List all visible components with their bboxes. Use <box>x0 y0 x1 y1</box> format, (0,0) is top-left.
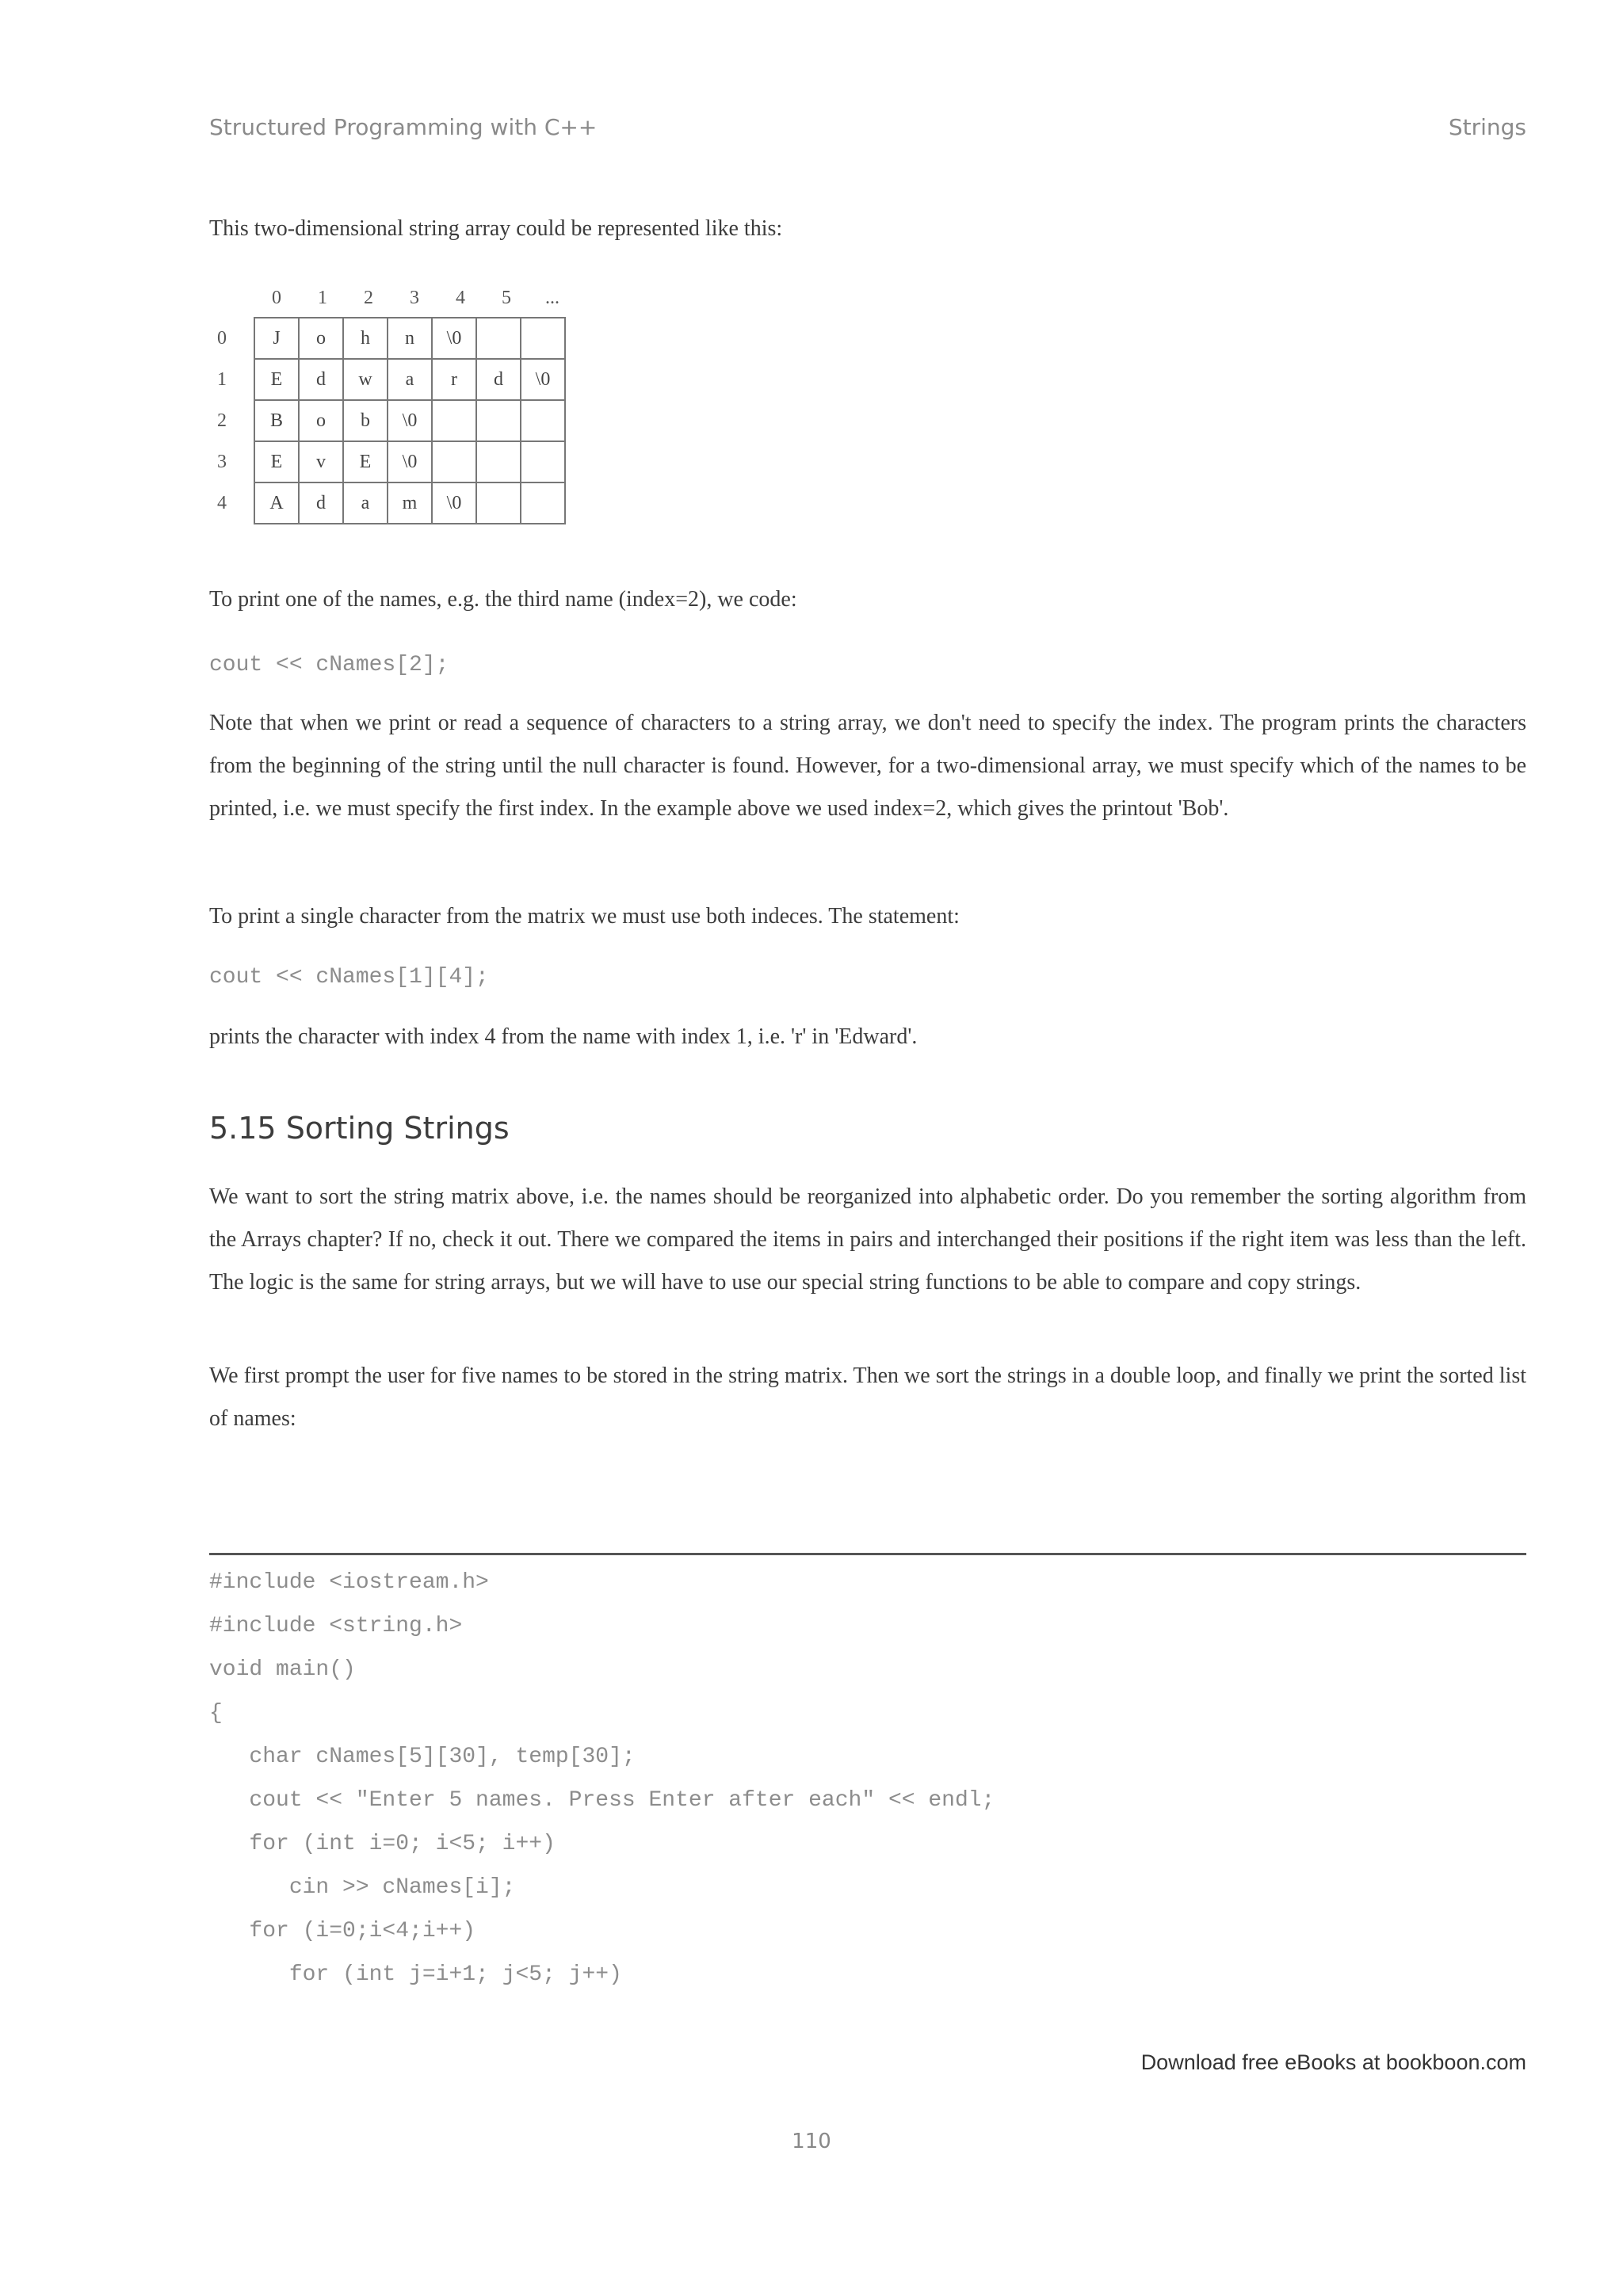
col-index: 2 <box>364 287 373 308</box>
code-line: { <box>209 1701 223 1726</box>
col-index: 3 <box>410 287 419 308</box>
grid-cell: E <box>255 360 300 401</box>
grid-cell: o <box>300 401 344 442</box>
intro-paragraph: This two-dimensional string array could be represented like this: <box>209 216 783 241</box>
grid-cell <box>433 442 477 483</box>
code-snippet-2 <box>209 955 1526 999</box>
code-line: void main() <box>209 1657 356 1682</box>
sorting-intro-paragraph: We want to sort the string matrix above, i.e. the names should be reorganized into alphabetic order. Do you remember the sorting algorithm from the Arrays chapter? If no, check it out. There we compared the items in pairs and interchanged their positions if the right item was less than the left. The logic is the same for string arrays, but we will have to use our special string functions to be able to compare and copy strings. <box>209 1184 1526 1295</box>
code-line: #include <string.h> <box>209 1614 463 1638</box>
print-name-paragraph-block <box>209 578 1526 621</box>
grid-cell: v <box>300 442 344 483</box>
prints-char-paragraph-block <box>209 1016 1526 1058</box>
section-heading-block <box>209 1111 1526 1146</box>
grid-cell: J <box>255 318 300 360</box>
print-name-paragraph: To print one of the names, e.g. the third name (index=2), we code: <box>209 587 797 612</box>
grid-cell <box>521 483 566 524</box>
bookboon-link[interactable]: Download free eBooks at bookboon.com <box>1140 2050 1526 2074</box>
grid-cell <box>477 401 521 442</box>
prompt-paragraph: We first prompt the user for five names to be stored in the string matrix. Then we sort the strings in a double loop, and finally we print the sorted list of names: <box>209 1363 1526 1431</box>
grid-cell: w <box>344 360 388 401</box>
chapter-title: Strings <box>1448 113 1526 140</box>
prompt-paragraph-block <box>209 1355 1526 1440</box>
col-index: 4 <box>456 287 465 308</box>
col-index: ... <box>545 287 559 308</box>
grid-row <box>255 401 566 442</box>
intro-block <box>209 208 1526 250</box>
grid-cell: d <box>477 360 521 401</box>
grid-cell: b <box>344 401 388 442</box>
row-index: 4 <box>217 493 227 513</box>
sorting-intro-block <box>209 1176 1526 1304</box>
code-line: cin >> cNames[i]; <box>209 1875 516 1900</box>
row-indices <box>209 318 254 524</box>
grid-cell: \0 <box>433 318 477 360</box>
book-title: Structured Programming with C++ <box>209 113 598 140</box>
grid-row <box>255 483 566 524</box>
grid-cell <box>477 318 521 360</box>
single-char-paragraph-block <box>209 895 1526 938</box>
grid-cell: \0 <box>388 401 433 442</box>
grid-cell <box>433 401 477 442</box>
code-line: for (int j=i+1; j<5; j++) <box>209 1962 622 1987</box>
grid-cell: o <box>300 318 344 360</box>
code-snippet-1 <box>209 643 1526 687</box>
row-index: 1 <box>217 369 227 390</box>
row-index: 2 <box>217 410 227 431</box>
col-index: 1 <box>318 287 327 308</box>
grid-cell: A <box>255 483 300 524</box>
code-line: cout << cNames[2]; <box>209 653 449 677</box>
column-indices <box>254 279 575 317</box>
note-paragraph-block <box>209 702 1526 830</box>
row-index: 3 <box>217 452 227 472</box>
col-index: 5 <box>502 287 511 308</box>
code-line: cout << "Enter 5 names. Press Enter after each" << endl; <box>209 1788 995 1813</box>
grid-cell <box>521 318 566 360</box>
grid-cell: \0 <box>521 360 566 401</box>
prints-char-paragraph: prints the character with index 4 from the name with index 1, i.e. 'r' in 'Edward'. <box>209 1024 918 1049</box>
code-line: for (i=0;i<4;i++) <box>209 1919 476 1943</box>
grid-row <box>255 442 566 483</box>
grid-cell <box>521 442 566 483</box>
grid-cell <box>521 401 566 442</box>
code-line: cout << cNames[1][4]; <box>209 965 489 990</box>
grid-cell: h <box>344 318 388 360</box>
grid-cell: r <box>433 360 477 401</box>
grid-cell: d <box>300 360 344 401</box>
grid-cell: a <box>344 483 388 524</box>
grid-cell <box>477 442 521 483</box>
single-char-paragraph: To print a single character from the matrix we must use both indeces. The statement: <box>209 904 960 929</box>
code-line: char cNames[5][30], temp[30]; <box>209 1745 636 1769</box>
grid-cell: m <box>388 483 433 524</box>
row-index: 0 <box>217 328 227 349</box>
grid-cell: \0 <box>433 483 477 524</box>
grid-row <box>255 318 566 360</box>
col-index: 0 <box>272 287 281 308</box>
grid-cell: B <box>255 401 300 442</box>
page-header <box>209 109 1526 144</box>
note-paragraph: Note that when we print or read a sequence of characters to a string array, we don't need to specify the index. The program prints the characters from the beginning of the string until the null character is found. However, for a two-dimensional array, we must specify which of the names to be printed, i.e. we must specify the first index. In the example above we used index=2, which gives the printout 'Bob'. <box>209 711 1526 821</box>
character-grid <box>254 317 566 524</box>
grid-row <box>255 360 566 401</box>
grid-cell: E <box>255 442 300 483</box>
code-listing <box>209 1561 1526 1997</box>
section-title: 5.15 Sorting Strings <box>209 1111 510 1146</box>
string-array-table <box>209 279 575 524</box>
page-number: 110 <box>792 2130 831 2153</box>
code-line: for (int i=0; i<5; i++) <box>209 1832 556 1856</box>
grid-cell: a <box>388 360 433 401</box>
grid-cell: \0 <box>388 442 433 483</box>
grid-cell: d <box>300 483 344 524</box>
grid-cell: n <box>388 318 433 360</box>
code-line: #include <iostream.h> <box>209 1570 489 1595</box>
grid-cell: E <box>344 442 388 483</box>
grid-cell <box>477 483 521 524</box>
code-divider <box>209 1553 1526 1555</box>
